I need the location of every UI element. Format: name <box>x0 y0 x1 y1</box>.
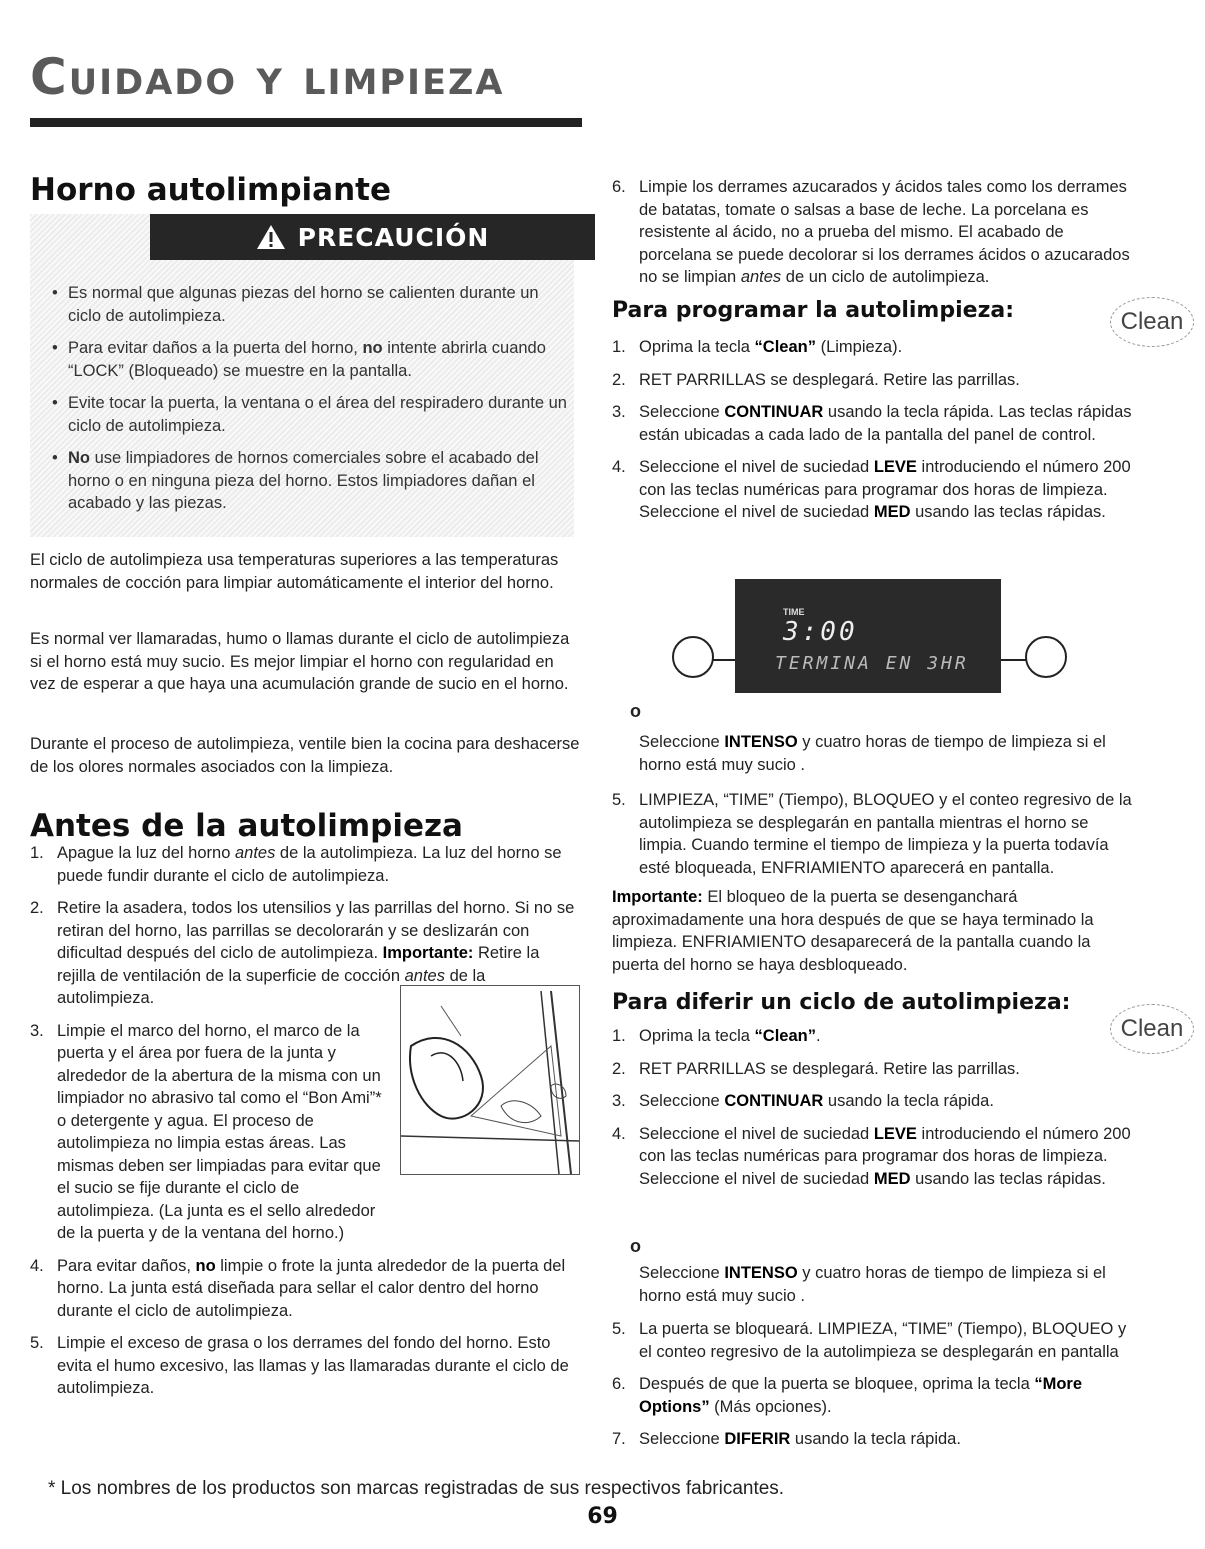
list-item: 2. RET PARRILLAS se desplegará. Retire las parrillas. <box>612 370 1020 389</box>
delay-steps-end <box>612 1318 1132 1461</box>
display-time: 3:00 <box>783 617 858 647</box>
section-heading-before: Antes de la autolimpieza <box>30 808 463 844</box>
right-key-connector <box>1001 659 1027 661</box>
warning-list <box>48 282 573 525</box>
list-item: 2. Retire la asadera, todos los utensilios y las parrillas del horno. Si no se retiran del horno, las parrillas se decolorarán y se deslizarán con dificultad después del ciclo de autolimpieza. Importante: Retire la rejilla de ventilación de la superficie de cocción antes de la autolimpieza. <box>30 899 575 1007</box>
list-item: 4. Seleccione el nivel de suciedad LEVE introduciendo el número 200 con las teclas numéricas para programar dos horas de limpieza. Seleccione el nivel de suciedad MED usando las teclas rápidas. <box>612 1124 1131 1188</box>
right-quick-key-icon <box>1025 636 1067 678</box>
oven-door-drawing <box>401 986 579 1174</box>
delay-steps <box>612 1025 1132 1200</box>
page-title: Cuidado y limpieza <box>30 48 505 106</box>
intro-paragraph-2: Es normal ver llamaradas, humo o llamas durante el ciclo de autolimpieza si el horno está muy sucio. Es mejor limpiar el horno con regularidad en vez de esperar a que haya una acumulación grande de sucio en el horno. <box>30 630 570 693</box>
program-step-4-alt: Seleccione INTENSO y cuatro horas de tiempo de limpieza si el horno está muy sucio . <box>639 733 1106 774</box>
or-label: o <box>630 701 641 721</box>
warning-item: • No use limpiadores de hornos comerciales sobre el acabado del horno o en ninguna pieza del horno. Estos limpiadores dañan el acabado y las piezas. <box>48 447 573 515</box>
clean-key-icon-2: Clean <box>1110 1004 1194 1054</box>
display-time-label: TIME <box>783 607 805 617</box>
warning-label: PRECAUCIÓN <box>297 222 490 252</box>
list-item: 6. Limpie los derrames azucarados y ácidos tales como los derrames de batatas, tomate o salsas a base de leche. La porcelana es resistente al ácido, no a prueba del mismo. El acabado de porcelana se puede decolorar si los derrames ácidos o azucarados no se limpian antes de un ciclo de autolimpieza. <box>612 178 1130 286</box>
list-item: 3. Limpie el marco del horno, el marco de la puerta y el área por fuera de la junta y alrededor de la abertura de la misma con un limpiador no abrasivo tal como el “Bon Ami”* o detergente y agua. El proceso de autolimpieza no limpia estas áreas. Las mismas deben ser limpiadas para evitar que el sucio se fije durante el ciclo de autolimpieza. (La junta es el sello alrededor de la puerta y de la ventana del horno.) <box>30 1021 382 1242</box>
footnote: * Los nombres de los productos son marcas registradas de sus respectivos fabricantes. <box>48 1478 785 1499</box>
intro-paragraph-3: Durante el proceso de autolimpieza, ventile bien la cocina para deshacerse de los olores normales asociados con la limpieza. <box>30 735 580 776</box>
warning-item: • Para evitar daños a la puerta del horno, no intente abrirla cuando “LOCK” (Bloqueado) se muestre en la pantalla. <box>48 337 573 382</box>
warning-header <box>150 214 595 260</box>
program-step-5 <box>612 789 1132 889</box>
right-steps-top <box>612 176 1132 299</box>
warning-item: • Es normal que algunas piezas del horno se calienten durante un ciclo de autolimpieza. <box>48 282 573 327</box>
list-item: 5. LIMPIEZA, “TIME” (Tiempo), BLOQUEO y el conteo regresivo de la autolimpieza se desplegarán en pantalla mientras el horno se limpia. Cuando termine el tiempo de limpieza y la puerta todavía esté bloqueada, ENFRIAMIENTO aparecerá en pantalla. <box>612 791 1132 877</box>
list-item: 2. RET PARRILLAS se desplegará. Retire las parrillas. <box>612 1059 1020 1078</box>
list-item: 6. Después de que la puerta se bloquee, oprima la tecla “More Options” (Más opciones). <box>612 1375 1083 1416</box>
list-item: 5. Limpie el exceso de grasa o los derrames del fondo del horno. Esto evita el humo excesivo, las llamas y las llamaradas durante el ciclo de autolimpieza. <box>30 1334 569 1397</box>
important-note: Importante: El bloqueo de la puerta se desenganchará aproximadamente una hora después de que se haya terminado la limpieza. ENFRIAMIENTO desaparecerá de la pantalla cuando la puerta del horno se haya desbloqueado. <box>612 888 1094 974</box>
warning-item: • Evite tocar la puerta, la ventana o el área del respiradero durante un ciclo de autolimpieza. <box>48 392 573 437</box>
list-item: 1. Apague la luz del horno antes de la autolimpieza. La luz del horno se puede fundir durante el ciclo de autolimpieza. <box>30 844 562 885</box>
list-item: 5. La puerta se bloqueará. LIMPIEZA, “TIME” (Tiempo), BLOQUEO y el conteo regresivo de la autolimpieza se desplegarán en pantalla <box>612 1320 1127 1361</box>
warning-icon <box>256 224 286 250</box>
section-heading-self-clean: Horno autolimpiante <box>30 172 391 208</box>
list-item: 7. Seleccione DIFERIR usando la tecla rápida. <box>612 1430 961 1448</box>
list-item: 4. Para evitar daños, no limpie o frote la junta alrededor de la puerta del horno. La junta está diseñada para sellar el calor dentro del horno durante el ciclo de autolimpieza. <box>30 1256 566 1320</box>
oven-door-illustration <box>400 985 580 1175</box>
delay-heading: Para diferir un ciclo de autolimpieza: <box>612 990 1071 1015</box>
page-number: 69 <box>587 1504 618 1529</box>
list-item: 3. Seleccione CONTINUAR usando la tecla rápida. Las teclas rápidas están ubicadas a cada lado de la pantalla del panel de control. <box>612 403 1132 444</box>
list-item: 4. Seleccione el nivel de suciedad LEVE introduciendo el número 200 con las teclas numéricas para programar dos horas de limpieza. Seleccione el nivel de suciedad MED usando las teclas rápidas. <box>612 458 1131 521</box>
title-rule <box>30 118 582 127</box>
control-display <box>735 579 1001 693</box>
list-item: 1. Oprima la tecla “Clean”. <box>612 1027 821 1045</box>
program-steps <box>612 336 1132 534</box>
program-heading: Para programar la autolimpieza: <box>612 298 1015 323</box>
list-item: 3. Seleccione CONTINUAR usando la tecla rápida. <box>612 1092 994 1110</box>
delay-step-4-alt: Seleccione INTENSO y cuatro horas de tiempo de limpieza si el horno está muy sucio . <box>639 1264 1106 1305</box>
list-item: 1. Oprima la tecla “Clean” (Limpieza). <box>612 338 903 356</box>
left-quick-key-icon <box>672 636 714 678</box>
intro-paragraph-1: El ciclo de autolimpieza usa temperaturas superiores a las temperaturas normales de cocción para limpiar automáticamente el interior del horno. <box>30 551 559 592</box>
clean-key-icon: Clean <box>1110 297 1194 347</box>
left-key-connector <box>712 659 736 661</box>
display-message: TERMINA EN 3HR <box>775 653 969 674</box>
or-label-2: o <box>630 1236 641 1256</box>
